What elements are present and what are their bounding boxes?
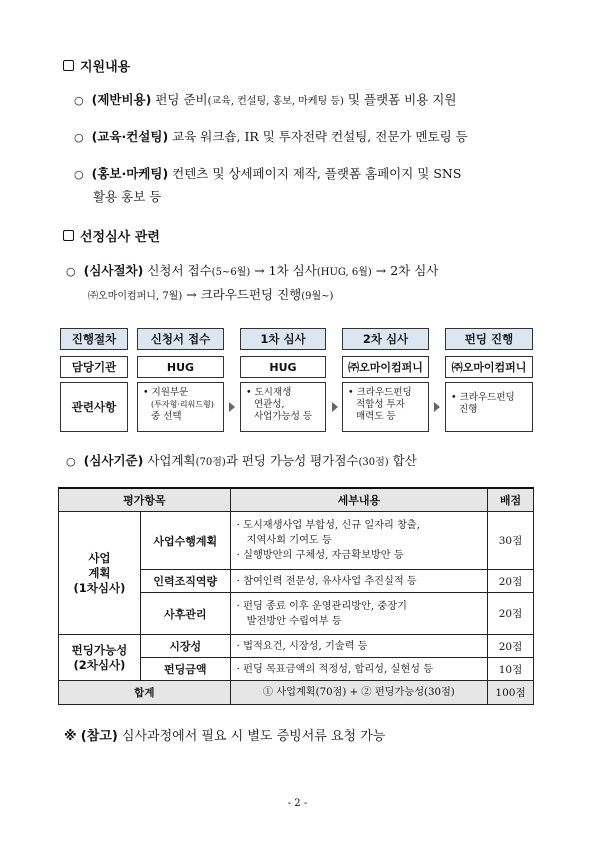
item-tag: (홍보·마케팅) — [91, 166, 169, 181]
table-header-row — [59, 488, 534, 512]
row-label-process: 진행절차 — [60, 328, 128, 350]
item-points: 10점 — [488, 658, 534, 681]
item-text: 사업계획 — [143, 453, 196, 468]
item-small-text: (HUG, 6월) — [316, 267, 372, 278]
step-desc — [445, 382, 533, 432]
item-points: 20점 — [488, 593, 534, 635]
step-head: 신청서 접수 — [137, 328, 224, 350]
header-item: 평가항목 — [59, 488, 231, 512]
table-sum-row — [59, 681, 534, 705]
item-text: 펀딩 준비 — [151, 92, 208, 107]
list-item — [74, 90, 456, 112]
step-desc-line: 진행 — [459, 404, 478, 415]
item-text: 교육 워크숍, IR 및 투자전략 컨설팅, 전문가 멘토링 등 — [168, 129, 468, 144]
item-text: → 2차 심사 — [371, 263, 439, 278]
note-text: 심사과정에서 필요 시 별도 증빙서류 요청 가능 — [117, 729, 386, 744]
item-detail — [230, 635, 487, 658]
note-tag: (참고) — [80, 729, 118, 744]
item-text: 과 펀딩 가능성 평가점수 — [225, 453, 359, 468]
header-detail: 세부내용 — [230, 488, 487, 512]
reference-note — [64, 727, 385, 747]
step-desc-line: 매력도 등 — [356, 411, 396, 422]
item-small-text: (5~6월) — [211, 267, 251, 278]
item-small-text: (교육, 컨설팅, 홍보, 마케팅 등) — [207, 96, 344, 107]
circle-bullet-icon: ○ — [74, 131, 84, 144]
item-points: 30점 — [488, 512, 534, 570]
step-desc-line: (투자형·리워드형) — [151, 400, 214, 409]
step-desc-line: • 도시재생 — [246, 387, 292, 398]
item-points: 20점 — [488, 570, 534, 593]
category-funding: 펀딩가능성 (2차심사) — [59, 635, 141, 681]
square-bullet-icon — [63, 60, 74, 71]
square-bullet-icon — [63, 230, 74, 241]
arrow-right-icon — [434, 402, 440, 412]
step-org: HUG — [137, 356, 224, 378]
section-title-support — [63, 56, 130, 75]
item-text: 컨텐츠 및 상세페이지 제작, 플랫폼 홈페이지 및 SNS — [168, 166, 462, 181]
item-name: 사업수행계획 — [140, 512, 230, 570]
step-desc-line: • 크라우드펀딩 — [451, 392, 515, 403]
step-desc-line: • 크라우드펀딩 — [348, 387, 412, 398]
step-desc-line: 중 선택 — [151, 411, 182, 422]
step-desc-line: • 지원부문 — [143, 387, 189, 398]
list-item-continuation — [88, 285, 333, 307]
sum-label: 합계 — [59, 681, 231, 705]
step-desc-line: 사업가능성 등 — [254, 411, 313, 422]
circle-bullet-icon: ○ — [74, 94, 84, 107]
circle-bullet-icon: ○ — [74, 168, 84, 181]
step-org: HUG — [240, 356, 326, 378]
item-name: 펀딩금액 — [140, 658, 230, 681]
list-item — [74, 164, 461, 185]
item-small-text: (9월~) — [301, 291, 334, 302]
step-desc-line: 적합성 투자 — [356, 399, 405, 410]
list-item-continuation: 활용 홍보 등 — [93, 189, 162, 204]
detail-line: · 실행방안의 구체성, 자금확보방안 등 — [236, 550, 404, 561]
step-head: 1차 심사 — [240, 328, 326, 350]
item-detail — [230, 570, 487, 593]
category-business-plan: 사업 계획 (1차심사) — [59, 512, 141, 635]
detail-line: 발전방안 수립여부 등 — [246, 615, 342, 627]
item-name: 사후관리 — [140, 593, 230, 635]
item-text: 합산 — [388, 453, 417, 468]
item-detail — [230, 658, 487, 681]
item-small-text: ㈜오마이컴퍼니, 7월) — [88, 291, 183, 302]
item-name: 시장성 — [140, 635, 230, 658]
list-item-criteria — [66, 451, 417, 473]
item-text: → 1차 심사 — [250, 263, 317, 278]
table-row — [59, 512, 534, 570]
row-label-details: 관련사항 — [60, 382, 128, 432]
section-title-text: 선정심사 관련 — [80, 230, 160, 245]
step-desc — [342, 382, 429, 432]
step-org: ㈜오마이컴퍼니 — [445, 356, 533, 378]
section-title-review — [63, 226, 160, 245]
detail-line: · 법적요건, 시장성, 기술력 등 — [236, 640, 368, 652]
arrow-right-icon — [332, 402, 338, 412]
step-head: 2차 심사 — [342, 328, 429, 350]
item-detail — [230, 512, 487, 570]
circle-bullet-icon: ○ — [66, 455, 76, 468]
detail-line: 지역사회 기여도 등 — [246, 535, 332, 546]
item-text: 신청서 접수 — [143, 263, 212, 278]
circle-bullet-icon: ○ — [66, 265, 76, 278]
note-mark: ※ — [64, 729, 77, 744]
item-small-text: (70점) — [195, 457, 226, 468]
header-points: 배점 — [488, 488, 534, 512]
sum-detail: ① 사업계획(70점) + ② 펀딩가능성(30점) — [230, 681, 487, 705]
item-text: → 크라우드펀딩 진행 — [182, 287, 302, 302]
sum-points: 100점 — [488, 681, 534, 705]
detail-line: · 도시재생사업 부합성, 신규 일자리 창출, — [236, 520, 421, 531]
list-item-procedure — [66, 261, 438, 283]
section-title-text: 지원내용 — [80, 60, 131, 75]
step-desc — [240, 382, 326, 432]
table-row — [59, 635, 534, 658]
item-tag: (심사절차) — [83, 263, 144, 278]
item-small-text: (30점) — [358, 457, 389, 468]
item-name: 인력조직역량 — [140, 570, 230, 593]
item-tag: (교육·컨설팅) — [91, 129, 169, 144]
arrow-right-icon — [229, 402, 235, 412]
item-tag: (제반비용) — [91, 92, 152, 107]
step-desc-line: 연관성, — [254, 399, 285, 410]
step-org: ㈜오마이컴퍼니 — [342, 356, 429, 378]
list-item — [74, 127, 468, 148]
item-text: 및 플랫폼 비용 지원 — [343, 92, 457, 107]
item-points: 20점 — [488, 635, 534, 658]
row-label-org: 담당기관 — [60, 356, 128, 378]
item-detail — [230, 593, 487, 635]
detail-line: · 펀딩 목표금액의 적정성, 합리성, 실현성 등 — [236, 663, 434, 675]
item-tag: (심사기준) — [83, 453, 144, 468]
detail-line: · 참여인력 전문성, 유사사업 추진실적 등 — [236, 575, 417, 587]
page-number: - 2 - — [287, 798, 308, 809]
step-desc — [137, 382, 224, 432]
evaluation-table — [58, 487, 534, 705]
detail-line: · 펀딩 종료 이후 운영관리방안, 중장기 — [236, 600, 407, 612]
step-head: 펀딩 진행 — [445, 328, 533, 350]
